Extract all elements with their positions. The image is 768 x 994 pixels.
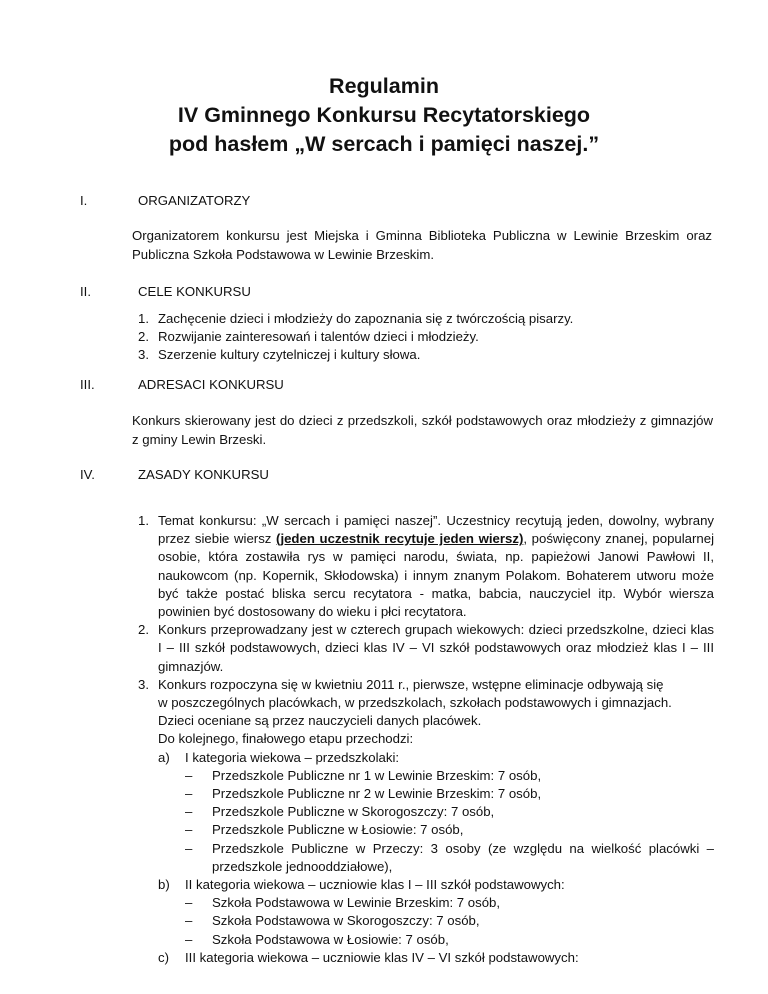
list-item: – Przedszkole Publiczne w Łosiowie: 7 osób, [185,822,464,838]
list-item: – Szkoła Podstawowa w Łosiowie: 7 osób, [185,931,449,947]
list-item: – Przedszkole Publiczne nr 1 w Lewinie Brzeskim: 7 osób, [185,767,542,783]
category-b: b) II kategoria wiekowa – uczniowie klas I – III szkół podstawowych: – Szkoła Podstawowa w Lewinie Brzeskim: 7 osób, – Szkoła Podstawowa w Skorogoszczy: 7 osób, – Szkoła Podstawowa w Łosiowie: 7 osób, [158,876,714,949]
list-item: – Przedszkole Publiczne w Przeczy: 3 osoby (ze względu na wielkość placówki – przedszkole jednooddziałowe), [185,840,714,874]
list-item: – Przedszkole Publiczne nr 2 w Lewinie Brzeskim: 7 osób, [185,786,542,802]
rule-1: 1. Temat konkursu: „W sercach i pamięci naszej”. Uczestnicy recytują jeden, dowolny, wybrany przez siebie wiersz (jeden uczestnik recytuje jeden wiersz), poświęcony znanej, popularnej osobie, która zostawiła rys w pamięci narodu, świata, np. papieżowi Janowi Pawłowi II, naukowcom (np. Kopernik, Skłodowska) i innym znanym Polakom. Bohaterem utworu może być także postać bliska sercu recytatora - matka, babcia, nauczyciel itp. Wybór wiersza powinien być dostosowany do wieku i płci recytatora. [138,513,714,620]
title-line-1: Regulamin [329,74,439,98]
section-3-text: Konkurs skierowany jest do dzieci z przedszkoli, szkół podstawowych oraz młodzieży z gimnazjów z gminy Lewin Brzeski. [132,413,713,447]
document-title [0,72,768,159]
rules-list [138,512,714,967]
section-4-number: IV. [80,467,95,482]
section-2-heading: CELE KONKURSU [138,284,251,299]
list-item: – Szkoła Podstawowa w Skorogoszczy: 7 osób, [185,913,480,929]
section-1-number: I. [80,193,88,208]
rule-3: 3. Konkurs rozpoczyna się w kwietniu 2011 r., pierwsze, wstępne eliminacje odbywają się w poszczególnych placówkach, w przedszkolach, szkołach podstawowych i gimnazjach. Dzieci oceniane są przez nauczycieli danych placówek. Do kolejnego, finałowego etapu przechodzi: a) I kategoria wiekowa – przedszkolaki: – Przedszkole Publiczne nr 1 w Lewinie Brzeskim: 7 osób, – Przedszkole Publiczne nr 2 w Lewinie Brzeskim: 7 osób, – Przedszkole Publiczne w Skorogoszczy: 7 osób, – Przedszkole Publiczne w Łosiowie: 7 osób, – Przedszkole Publiczne w Przeczy: 3 osoby (ze względu na wielkość placówki – przedszkole jednooddziałowe), b) II kategoria wiekowa – uczniowie klas I – III szkół podstawowych: – Szkoła Podstawowa w Lewinie Brzeskim: 7 osób, – Szkoła Podstawowa w Skorogoszczy: 7 osób, – Szkoła Podstawowa w Łosiowie: 7 osób, c) III kategoria wiekowa – uczniowie klas IV – VI szkół podstawowych: [138,676,714,967]
section-1-text: Organizatorem konkursu jest Miejska i Gminna Biblioteka Publiczna w Lewinie Brzeskim oraz Publiczna Szkoła Podstawowa w Lewinie Brzeskim. [132,228,712,262]
rule-1-emphasis: (jeden uczestnik recytuje jeden wiersz) [276,531,524,547]
list-item: – Przedszkole Publiczne w Skorogoszczy: 7 osób, [185,804,495,820]
list-item: 1. Zachęcenie dzieci i młodzieży do zapoznania się z twórczością pisarzy. [138,311,574,326]
section-2-number: II. [80,284,91,299]
category-a: a) I kategoria wiekowa – przedszkolaki: – Przedszkole Publiczne nr 1 w Lewinie Brzeskim: 7 osób, – Przedszkole Publiczne nr 2 w Lewinie Brzeskim: 7 osób, – Przedszkole Publiczne w Skorogoszczy: 7 osób, – Przedszkole Publiczne w Łosiowie: 7 osób, – Przedszkole Publiczne w Przeczy: 3 osoby (ze względu na wielkość placówki – przedszkole jednooddziałowe), [158,749,714,876]
list-item: 2. Rozwijanie zainteresowań i talentów dzieci i młodzieży. [138,329,479,344]
category-c: c) III kategoria wiekowa – uczniowie klas IV – VI szkół podstawowych: [158,949,579,965]
section-4-heading: ZASADY KONKURSU [138,467,269,482]
title-line-2: IV Gminnego Konkursu Recytatorskiego [177,103,591,127]
goals-list [138,310,573,364]
rule-2: 2. Konkurs przeprowadzany jest w czterech grupach wiekowych: dzieci przedszkolne, dzieci klas I – III szkół podstawowych, dzieci klas IV – VI szkół podstawowych oraz młodzież klas I – III gimnazjów. [138,622,714,674]
list-item: – Szkoła Podstawowa w Lewinie Brzeskim: 7 osób, [185,895,501,911]
title-line-3: pod hasłem „W sercach i pamięci naszej.” [168,132,600,156]
section-1-heading: ORGANIZATORZY [138,193,251,208]
list-item: 3. Szerzenie kultury czytelniczej i kultury słowa. [138,347,421,362]
section-3-heading: ADRESACI KONKURSU [138,377,284,392]
section-3-number: III. [80,377,95,392]
